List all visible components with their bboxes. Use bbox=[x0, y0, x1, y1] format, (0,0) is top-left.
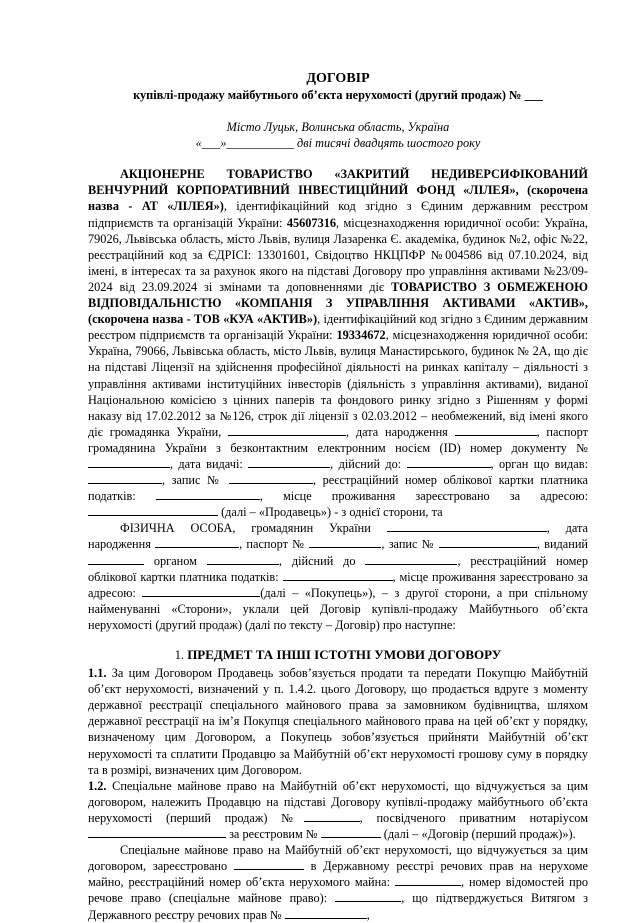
blank-issue-date[interactable] bbox=[248, 456, 330, 468]
blank-document-number[interactable] bbox=[88, 456, 170, 468]
clause-1-2-number: 1.2. bbox=[88, 778, 107, 793]
blank-buyer-address[interactable] bbox=[142, 585, 260, 597]
seller-paragraph: АКЦІОНЕРНЕ ТОВАРИСТВО «ЗАКРИТИЙ НЕДИВЕРСИФІКОВАНИЙ ВЕНЧУРНИЙ КОРПОРАТИВНИЙ ІНВЕСТИЦІЙНИЙ ФОНД «ЛІЛЕЯ», (скорочена назва - АТ «ЛІЛЕЯ»), ідентифікаційний код згідно з Єдиним державним реєстром підприємств та організацій України: 45607316, місцезнаходження юридичної особи: Україна, 79026, Львівська область, місто Львів, вулиця Лазаренка Є. академіка, будинок №2, офіс №22, реєстраційний код за ЄДРІСІ: 13301601, Свідоцтво НКЦПФР №004586 від 07.10.2024, від імені, в інтересах та за рахунок якого на підставі Договору про управління активами №23/09-2024 від 23.09.2024 зі змінами та доповненнями діє ТОВАРИСТВО З ОБМЕЖЕНОЮ ВІДПОВІДАЛЬНІСТЮ «КОМПАНІЯ З УПРАВЛІННЯ АКТИВАМИ «АКТИВ», (скорочена назва - ТОВ «КУА «АКТИВ»), ідентифікаційний код згідно з Єдиним державним реєстром підприємств та організацій України: 19334672, місцезнаходження юридичної особи: Україна, 79066, Львівська область, місто Львів, вулиця Манастирського, будинок № 2А, що діє на підставі Ліцензії на здійснення професійної діяльності на ринках капіталу – діяльності з управління активами інституційних інвесторів (діяльність з управління активами), виданої Національною комісією з цінних паперів та фондового ринку згідно з Рішенням у формі наказу від 17.02.2012 за №126, строк дії ліцензії з 02.03.2012 – необмежений, від імені якого діє громадянка України, , дата народження , паспорт громадянина України з безконтактним електронним носієм (ID) номер документу № , дата видачі: , дійсний до: , орган що видав: , запис № , реєстраційний номер облікової картки платника податків: , місце проживання зареєстровано за адресою: (далі – «Продавець») - з однієї сторони, та bbox=[88, 167, 589, 520]
blank-right-number[interactable] bbox=[335, 890, 401, 902]
blank-record-number[interactable] bbox=[229, 472, 313, 484]
clause-1-1: 1.1. За цим Договором Продавець зобов’язується продати та передати Покупцю Майбутній об’єкт нерухомості, визначений у п. 1.4.2. цього Договору, що продається вдруге з моменту державної реєстрації спеціального майнового права за замовником будівництва, шляхом державної реєстрації на ім’я Покупця спеціального майнового права на цей об’єкт у порядку, визначеному цим Договором, а Покупець зобов’язується прийняти Майбутній об’єкт нерухомості та сплатити Продавцю за Майбутній об’єкт нерухомості грошову суму в порядку та в розмірі, визначених цим Договором. bbox=[88, 666, 588, 777]
blank-birth-date[interactable] bbox=[455, 424, 537, 436]
seller-code: 45607316 bbox=[286, 215, 337, 230]
section-1-number: 1. bbox=[174, 648, 184, 662]
clause-1-2-registration: Спеціальне майнове право на Майбутній об’єкт нерухомості, що відчужується за цим договором, зареєстровано в Державному реєстрі речових прав на нерухоме майно, реєстраційний номер об’єкта нерухомого майна: , номер відомостей про речове право (спеціальне майнове право): , що підтверджується Витягом з Державного реєстру речових прав № , bbox=[88, 843, 589, 922]
seller-name: АКЦІОНЕРНЕ ТОВАРИСТВО «ЗАКРИТИЙ НЕДИВЕРСИФІКОВАНИЙ ВЕНЧУРНИЙ КОРПОРАТИВНИЙ ІНВЕСТИЦІЙНИЙ ФОНД «ЛІЛЕЯ», (скорочена назва - АТ «ЛІЛЕЯ») bbox=[88, 167, 588, 214]
blank-buyer-birth-date[interactable] bbox=[155, 536, 239, 548]
blank-valid-until[interactable] bbox=[407, 456, 491, 468]
document-title: ДОГОВІР bbox=[306, 71, 370, 86]
kua-code: 19334672 bbox=[336, 328, 386, 343]
blank-buyer-valid-until[interactable] bbox=[365, 553, 457, 565]
blank-buyer-authority[interactable] bbox=[207, 553, 279, 565]
blank-buyer-tax-number[interactable] bbox=[283, 569, 393, 581]
blank-extract-number[interactable] bbox=[285, 907, 367, 919]
blank-buyer-issued[interactable] bbox=[88, 553, 144, 565]
blank-representative-name[interactable] bbox=[228, 424, 346, 436]
contract-date: «___»___________ дві тисячі двадцять шостого року bbox=[195, 136, 481, 151]
buyer-paragraph: ФІЗИЧНА ОСОБА, громадянин України , дата народження , паспорт № , запис № , виданий органом , дійсний до , реєстраційний номер облікової картки платника податків: , місце проживання зареєстровано за адресою: (далі – «Покупець»), – з другої сторони, а при спільному найменуванні «Сторони», уклали цей Договір купівлі-продажу Майбутнього об’єкта нерухомості (другий продаж) (далі по тексту – Договір) про наступне: bbox=[88, 521, 588, 632]
blank-tax-number[interactable] bbox=[156, 488, 260, 500]
blank-buyer-passport[interactable] bbox=[309, 536, 381, 548]
clause-1-2: 1.2. Спеціальне майнове право на Майбутній об’єкт нерухомості, що відчужується за цим договором, належить Продавцю на підставі Договору купівлі-продажу майбутнього об’єкта нерухомості (перший продаж) № , посвідченого приватним нотаріусом за реєстровим № (далі – «Договір (перший продаж)»). bbox=[88, 778, 589, 842]
blank-notary-name[interactable] bbox=[88, 826, 226, 838]
clause-1-1-number: 1.1. bbox=[88, 666, 107, 681]
blank-registry-number[interactable] bbox=[321, 826, 381, 838]
blank-buyer-record[interactable] bbox=[439, 536, 537, 548]
blank-registration-date[interactable] bbox=[234, 858, 304, 870]
blank-issuing-authority[interactable] bbox=[88, 472, 162, 484]
document-subtitle: купівлі-продажу майбутнього об’єкта нерухомості (другий продаж) № ___ bbox=[133, 88, 543, 102]
section-1-title: 1. ПРЕДМЕТ ТА ІНШІ ІСТОТНІ УМОВИ ДОГОВОРУ bbox=[174, 647, 502, 662]
blank-object-reg-number[interactable] bbox=[395, 874, 461, 886]
blank-buyer-name[interactable] bbox=[387, 520, 547, 532]
kua-name: ТОВАРИСТВО З ОБМЕЖЕНОЮ ВІДПОВІДАЛЬНІСТЮ «КОМПАНІЯ З УПРАВЛІННЯ АКТИВАМИ «АКТИВ», (скорочена назва - ТОВ «КУА «АКТИВ») bbox=[88, 279, 588, 327]
blank-seller-address[interactable] bbox=[88, 504, 218, 516]
blank-first-sale-number[interactable] bbox=[304, 810, 360, 822]
contract-place: Місто Луцьк, Волинська область, Україна bbox=[226, 120, 450, 135]
